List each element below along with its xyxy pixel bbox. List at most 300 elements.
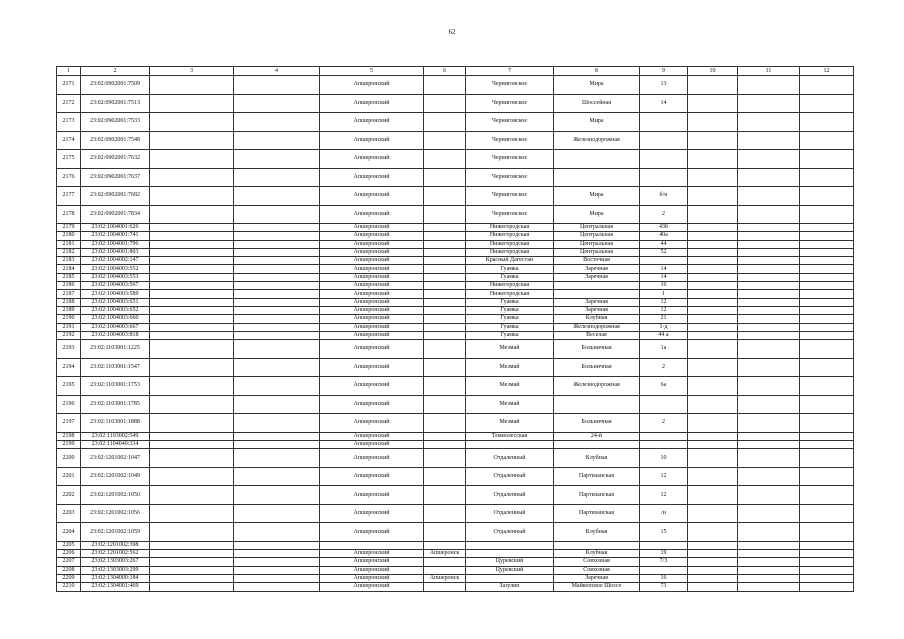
table-cell-col-8: Партизанская	[554, 486, 640, 505]
table-cell-col-1: 2202	[57, 486, 81, 505]
table-cell-col-1: 2193	[57, 340, 81, 359]
table-cell-col-12	[800, 440, 854, 448]
table-cell-col-9: 40а	[640, 232, 688, 240]
table-cell-col-6	[424, 523, 466, 542]
table-cell-col-4	[234, 574, 320, 582]
register-table	[56, 66, 854, 592]
table-row	[57, 558, 854, 566]
table-cell-col-2: 23:02:1201002:562	[81, 550, 150, 558]
table-cell-col-10	[688, 315, 738, 323]
table-cell-col-8: Больничная	[554, 414, 640, 433]
table-cell-col-2: 23:02:1304001:469	[81, 583, 150, 591]
table-cell-col-9	[640, 432, 688, 440]
table-cell-col-4	[234, 432, 320, 440]
table-cell-col-1: 2184	[57, 265, 81, 273]
table-cell-col-6	[424, 340, 466, 359]
table-row	[57, 550, 854, 558]
table-cell-col-2: 23:02:0902001:7548	[81, 131, 150, 150]
table-cell-col-2: 23:02:1004003:567	[81, 282, 150, 290]
column-header-9: 9	[640, 67, 688, 76]
table-row	[57, 566, 854, 574]
table-cell-col-1: 2178	[57, 205, 81, 224]
table-cell-col-2: 23:02:1004003:553	[81, 273, 150, 281]
table-cell-col-5: Апшеронский	[320, 414, 424, 433]
table-cell-col-1: 2194	[57, 358, 81, 377]
table-cell-col-11	[738, 467, 800, 486]
table-cell-col-4	[234, 440, 320, 448]
table-cell-col-9: 1а	[640, 340, 688, 359]
table-cell-col-3	[150, 566, 234, 574]
table-cell-col-3	[150, 550, 234, 558]
table-cell-col-12	[800, 523, 854, 542]
table-row	[57, 467, 854, 486]
table-row	[57, 273, 854, 281]
table-row	[57, 331, 854, 339]
table-cell-col-10	[688, 395, 738, 414]
table-cell-col-4	[234, 395, 320, 414]
table-cell-col-3	[150, 377, 234, 396]
table-row	[57, 574, 854, 582]
table-cell-col-3	[150, 440, 234, 448]
table-cell-col-11	[738, 282, 800, 290]
table-cell-col-12	[800, 205, 854, 224]
table-cell-col-12	[800, 541, 854, 549]
table-cell-col-8: Майкопское Шоссе	[554, 583, 640, 591]
table-cell-col-5: Апшеронский	[320, 76, 424, 95]
table-cell-col-4	[234, 550, 320, 558]
table-cell-col-12	[800, 395, 854, 414]
table-cell-col-4	[234, 265, 320, 273]
table-cell-col-6	[424, 358, 466, 377]
table-cell-col-6	[424, 395, 466, 414]
table-cell-col-9: 43б	[640, 224, 688, 232]
table-cell-col-3	[150, 282, 234, 290]
table-cell-col-12	[800, 414, 854, 433]
table-cell-col-9: 16	[640, 574, 688, 582]
table-cell-col-8: Железнодорожная	[554, 131, 640, 150]
table-cell-col-5: Апшеронский	[320, 504, 424, 523]
table-cell-col-2: 23:02:0902001:7513	[81, 94, 150, 113]
table-cell-col-10	[688, 150, 738, 169]
table-cell-col-6	[424, 265, 466, 273]
table-cell-col-7: Мезмай	[466, 340, 554, 359]
table-cell-col-12	[800, 290, 854, 298]
table-cell-col-5: Апшеронский	[320, 273, 424, 281]
table-cell-col-1: 2191	[57, 323, 81, 331]
table-cell-col-6	[424, 432, 466, 440]
table-cell-col-11	[738, 273, 800, 281]
table-row	[57, 205, 854, 224]
column-header-2: 2	[81, 67, 150, 76]
table-cell-col-4	[234, 131, 320, 150]
table-cell-col-7: Гуамка	[466, 273, 554, 281]
table-cell-col-8	[554, 290, 640, 298]
table-cell-col-8: Заречная	[554, 306, 640, 314]
table-cell-col-8: Железнодорожная	[554, 377, 640, 396]
table-cell-col-7: Черниговское	[466, 113, 554, 132]
table-cell-col-11	[738, 240, 800, 248]
table-cell-col-5: Апшеронский	[320, 265, 424, 273]
table-cell-col-1: 2190	[57, 315, 81, 323]
table-cell-col-3	[150, 273, 234, 281]
table-cell-col-11	[738, 315, 800, 323]
header-row	[57, 67, 854, 76]
table-cell-col-11	[738, 377, 800, 396]
table-cell-col-7: Черниговское	[466, 76, 554, 95]
table-cell-col-5: Апшеронский	[320, 168, 424, 187]
table-cell-col-9: 7/3	[640, 558, 688, 566]
table-cell-col-11	[738, 541, 800, 549]
table-cell-col-1: 2185	[57, 273, 81, 281]
table-cell-col-11	[738, 76, 800, 95]
table-cell-col-12	[800, 558, 854, 566]
table-cell-col-9: 14	[640, 265, 688, 273]
table-cell-col-6	[424, 566, 466, 574]
table-cell-col-12	[800, 232, 854, 240]
table-cell-col-2: 23:02:1004001:803	[81, 248, 150, 256]
table-cell-col-3	[150, 150, 234, 169]
table-cell-col-11	[738, 432, 800, 440]
table-cell-col-1: 2196	[57, 395, 81, 414]
table-cell-col-7: Отдаленный	[466, 523, 554, 542]
table-cell-col-12	[800, 248, 854, 256]
table-cell-col-9: 52	[640, 248, 688, 256]
table-cell-col-8: 24-й	[554, 432, 640, 440]
table-cell-col-3	[150, 298, 234, 306]
table-cell-col-7: Гуамка	[466, 323, 554, 331]
table-cell-col-12	[800, 187, 854, 206]
table-cell-col-2: 23:02:0902001:7637	[81, 168, 150, 187]
table-cell-col-3	[150, 131, 234, 150]
table-cell-col-1: 2175	[57, 150, 81, 169]
table-cell-col-4	[234, 240, 320, 248]
table-cell-col-4	[234, 414, 320, 433]
table-cell-col-3	[150, 574, 234, 582]
table-cell-col-5: Апшеронский	[320, 583, 424, 591]
table-cell-col-3	[150, 94, 234, 113]
table-cell-col-2: 23:02:1201002:1047	[81, 449, 150, 468]
table-cell-col-7	[466, 541, 554, 549]
table-cell-col-7: Черниговское	[466, 94, 554, 113]
table-cell-col-5: Апшеронский	[320, 323, 424, 331]
table-cell-col-9	[640, 440, 688, 448]
table-cell-col-1: 2179	[57, 224, 81, 232]
table-cell-col-5: Апшеронский	[320, 113, 424, 132]
table-cell-col-11	[738, 168, 800, 187]
table-cell-col-3	[150, 558, 234, 566]
table-cell-col-8: Мира	[554, 113, 640, 132]
table-cell-col-11	[738, 150, 800, 169]
column-header-7: 7	[466, 67, 554, 76]
table-cell-col-10	[688, 248, 738, 256]
table-cell-col-11	[738, 574, 800, 582]
table-cell-col-3	[150, 224, 234, 232]
table-cell-col-5	[320, 541, 424, 549]
table-cell-col-1: 2176	[57, 168, 81, 187]
table-cell-col-7: Черниговское	[466, 150, 554, 169]
table-cell-col-10	[688, 240, 738, 248]
table-cell-col-5: Апшеронский	[320, 467, 424, 486]
table-cell-col-5: Апшеронский	[320, 449, 424, 468]
table-cell-col-4	[234, 257, 320, 265]
table-cell-col-2: 23:02:1103002:549	[81, 432, 150, 440]
table-cell-col-4	[234, 205, 320, 224]
table-cell-col-4	[234, 377, 320, 396]
table-cell-col-3	[150, 257, 234, 265]
table-cell-col-10	[688, 432, 738, 440]
table-cell-col-10	[688, 558, 738, 566]
column-header-1: 1	[57, 67, 81, 76]
table-cell-col-4	[234, 187, 320, 206]
table-cell-col-2: 23:02:1004003:652	[81, 306, 150, 314]
table-cell-col-12	[800, 340, 854, 359]
table-cell-col-6	[424, 290, 466, 298]
table-cell-col-2: 23:02:1004003:552	[81, 265, 150, 273]
table-cell-col-2: 23:02:1103001:1888	[81, 414, 150, 433]
table-cell-col-5: Апшеронский	[320, 523, 424, 542]
table-cell-col-9	[640, 168, 688, 187]
table-cell-col-10	[688, 566, 738, 574]
table-cell-col-1: 2188	[57, 298, 81, 306]
table-cell-col-7: Отдаленный	[466, 504, 554, 523]
table-cell-col-4	[234, 76, 320, 95]
table-cell-col-1: 2208	[57, 566, 81, 574]
table-cell-col-10	[688, 541, 738, 549]
table-cell-col-11	[738, 265, 800, 273]
table-cell-col-6	[424, 150, 466, 169]
table-cell-col-12	[800, 504, 854, 523]
table-cell-col-9: /н	[640, 504, 688, 523]
table-cell-col-11	[738, 566, 800, 574]
table-cell-col-6	[424, 113, 466, 132]
table-cell-col-6	[424, 273, 466, 281]
table-cell-col-10	[688, 486, 738, 505]
table-cell-col-7: Черниговское	[466, 187, 554, 206]
table-cell-col-7: Отдаленный	[466, 449, 554, 468]
table-cell-col-3	[150, 358, 234, 377]
table-row	[57, 113, 854, 132]
table-cell-col-12	[800, 449, 854, 468]
table-cell-col-2: 23:02:1004003:818	[81, 331, 150, 339]
table-cell-col-12	[800, 168, 854, 187]
table-cell-col-7: Отдаленный	[466, 486, 554, 505]
table-cell-col-5: Апшеронский	[320, 558, 424, 566]
column-header-11: 11	[738, 67, 800, 76]
table-cell-col-3	[150, 449, 234, 468]
table-cell-col-1: 2199	[57, 440, 81, 448]
table-cell-col-10	[688, 331, 738, 339]
table-cell-col-7: Нижегородская	[466, 232, 554, 240]
table-cell-col-8: Совхозная	[554, 558, 640, 566]
table-cell-col-7: Черниговское	[466, 168, 554, 187]
table-cell-col-11	[738, 232, 800, 240]
column-header-5: 5	[320, 67, 424, 76]
table-cell-col-4	[234, 273, 320, 281]
table-cell-col-11	[738, 550, 800, 558]
table-cell-col-6	[424, 298, 466, 306]
table-cell-col-4	[234, 323, 320, 331]
table-cell-col-5: Апшеронский	[320, 377, 424, 396]
table-cell-col-12	[800, 306, 854, 314]
table-cell-col-4	[234, 232, 320, 240]
table-cell-col-11	[738, 298, 800, 306]
table-cell-col-9: 1	[640, 290, 688, 298]
table-cell-col-9: 44 а	[640, 331, 688, 339]
table-cell-col-4	[234, 298, 320, 306]
table-cell-col-4	[234, 331, 320, 339]
table-cell-col-6	[424, 486, 466, 505]
table-cell-col-10	[688, 377, 738, 396]
table-cell-col-9: 15	[640, 523, 688, 542]
table-cell-col-3	[150, 290, 234, 298]
table-cell-col-12	[800, 240, 854, 248]
table-cell-col-5: Апшеронский	[320, 240, 424, 248]
table-cell-col-7: Черниговское	[466, 205, 554, 224]
table-cell-col-8	[554, 150, 640, 169]
table-row	[57, 358, 854, 377]
table-cell-col-6	[424, 558, 466, 566]
table-cell-col-2: 23:02:0902001:7632	[81, 150, 150, 169]
table-cell-col-11	[738, 558, 800, 566]
table-cell-col-10	[688, 358, 738, 377]
table-cell-col-6	[424, 187, 466, 206]
table-cell-col-8: Больничная	[554, 340, 640, 359]
table-cell-col-2: 23:02:1004003:660	[81, 315, 150, 323]
table-cell-col-9	[640, 395, 688, 414]
table-cell-col-11	[738, 131, 800, 150]
table-row	[57, 377, 854, 396]
table-cell-col-3	[150, 340, 234, 359]
table-cell-col-5: Апшеронский	[320, 550, 424, 558]
table-cell-col-12	[800, 273, 854, 281]
table-cell-col-8: Веселая	[554, 331, 640, 339]
table-cell-col-9: 6а	[640, 377, 688, 396]
table-cell-col-10	[688, 467, 738, 486]
table-cell-col-5: Апшеронский	[320, 566, 424, 574]
table-cell-col-1: 2205	[57, 541, 81, 549]
table-cell-col-9	[640, 566, 688, 574]
table-cell-col-11	[738, 395, 800, 414]
table-cell-col-7: Отдаленный	[466, 467, 554, 486]
table-cell-col-6	[424, 282, 466, 290]
table-cell-col-6	[424, 467, 466, 486]
table-cell-col-3	[150, 248, 234, 256]
table-cell-col-7: Нижегородская	[466, 290, 554, 298]
table-cell-col-2: 23:02:1004001:796	[81, 240, 150, 248]
table-cell-col-12	[800, 150, 854, 169]
table-cell-col-1: 2200	[57, 449, 81, 468]
table-cell-col-8: Железнодорожная	[554, 323, 640, 331]
table-cell-col-1: 2186	[57, 282, 81, 290]
table-cell-col-4	[234, 358, 320, 377]
table-cell-col-8: Центральная	[554, 240, 640, 248]
table-cell-col-2: 23:02:1104040:334	[81, 440, 150, 448]
table-cell-col-12	[800, 257, 854, 265]
table-cell-col-8: Центральная	[554, 232, 640, 240]
table-cell-col-7	[466, 440, 554, 448]
table-cell-col-7: Красный Дагестан	[466, 257, 554, 265]
table-cell-col-8: Шоссейная	[554, 94, 640, 113]
table-cell-col-10	[688, 440, 738, 448]
table-cell-col-9	[640, 257, 688, 265]
table-cell-col-10	[688, 131, 738, 150]
table-cell-col-12	[800, 224, 854, 232]
table-cell-col-2: 23:02:1004003:667	[81, 323, 150, 331]
table-row	[57, 323, 854, 331]
table-cell-col-5: Апшеронский	[320, 187, 424, 206]
table-cell-col-10	[688, 504, 738, 523]
page-number: 62	[448, 28, 456, 36]
table-cell-col-9: 13	[640, 76, 688, 95]
table-cell-col-7: Черниговское	[466, 131, 554, 150]
table-cell-col-5: Апшеронский	[320, 358, 424, 377]
table-cell-col-1: 2195	[57, 377, 81, 396]
table-cell-col-10	[688, 414, 738, 433]
table-cell-col-12	[800, 113, 854, 132]
table-cell-col-8: Заречная	[554, 265, 640, 273]
table-cell-col-11	[738, 306, 800, 314]
table-cell-col-5: Апшеронский	[320, 440, 424, 448]
table-cell-col-9: 12	[640, 467, 688, 486]
table-cell-col-3	[150, 232, 234, 240]
table-cell-col-7: Гуамка	[466, 265, 554, 273]
table-cell-col-9	[640, 131, 688, 150]
table-cell-col-6	[424, 323, 466, 331]
table-cell-col-2: 23:02:1004001:741	[81, 232, 150, 240]
table-cell-col-1: 2177	[57, 187, 81, 206]
table-row	[57, 449, 854, 468]
table-cell-col-8: Мира	[554, 205, 640, 224]
table-cell-col-10	[688, 282, 738, 290]
table-cell-col-4	[234, 224, 320, 232]
table-cell-col-6	[424, 76, 466, 95]
table-cell-col-1: 2180	[57, 232, 81, 240]
column-header-12: 12	[800, 67, 854, 76]
table-cell-col-8: Центральная	[554, 248, 640, 256]
table-cell-col-11	[738, 94, 800, 113]
table-cell-col-9: 2	[640, 414, 688, 433]
table-cell-col-9: 19	[640, 550, 688, 558]
table-cell-col-10	[688, 257, 738, 265]
table-cell-col-3	[150, 168, 234, 187]
table-cell-col-8: Центральная	[554, 224, 640, 232]
table-cell-col-7: Мезмай	[466, 395, 554, 414]
table-cell-col-11	[738, 523, 800, 542]
table-cell-col-5: Апшеронский	[320, 298, 424, 306]
table-cell-col-11	[738, 205, 800, 224]
table-cell-col-6	[424, 232, 466, 240]
table-cell-col-4	[234, 467, 320, 486]
table-cell-col-6	[424, 257, 466, 265]
table-cell-col-4	[234, 168, 320, 187]
table-row	[57, 248, 854, 256]
table-cell-col-5: Апшеронский	[320, 282, 424, 290]
table-cell-col-3	[150, 187, 234, 206]
column-header-8: 8	[554, 67, 640, 76]
table-cell-col-3	[150, 205, 234, 224]
table-cell-col-8: Клубная	[554, 523, 640, 542]
table-cell-col-4	[234, 504, 320, 523]
table-cell-col-1: 2203	[57, 504, 81, 523]
table-cell-col-8: Больничная	[554, 358, 640, 377]
table-cell-col-11	[738, 340, 800, 359]
table-cell-col-4	[234, 340, 320, 359]
table-cell-col-9: 2	[640, 358, 688, 377]
table-cell-col-12	[800, 315, 854, 323]
table-cell-col-3	[150, 331, 234, 339]
table-cell-col-8: Партизанская	[554, 467, 640, 486]
table-row	[57, 265, 854, 273]
